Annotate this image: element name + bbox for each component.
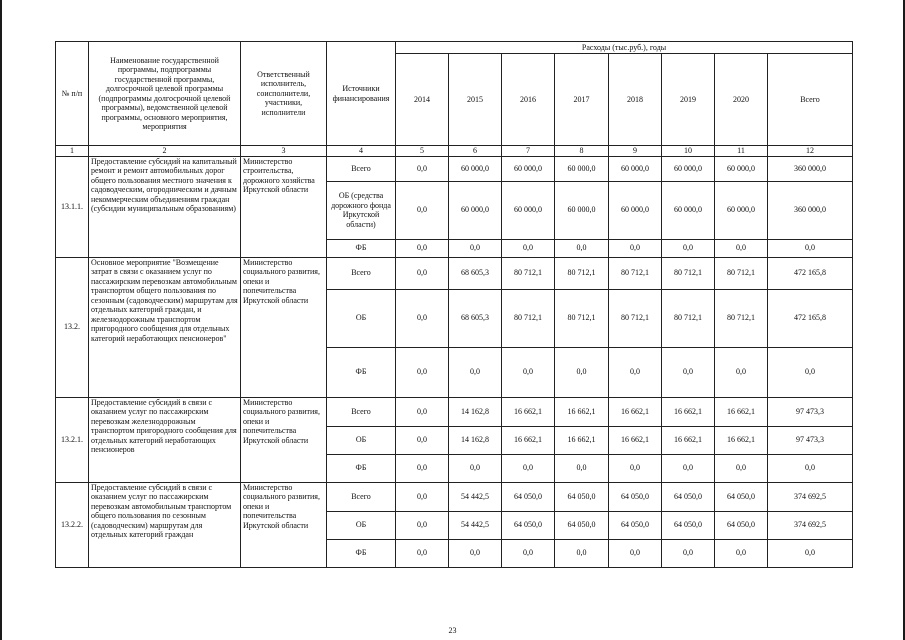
table-body — [56, 156, 853, 567]
value-cell: 16 662,1 — [609, 426, 662, 454]
row-source: ФБ — [327, 239, 396, 257]
row-source: Всего — [327, 397, 396, 426]
column-number: 6 — [449, 146, 502, 157]
value-cell: 0,0 — [502, 454, 555, 482]
table-row — [56, 156, 853, 181]
value-cell: 0,0 — [396, 156, 449, 181]
value-cell: 0,0 — [449, 454, 502, 482]
value-cell: 360 000,0 — [768, 156, 853, 181]
value-cell: 0,0 — [396, 347, 449, 397]
value-cell: 0,0 — [449, 239, 502, 257]
value-cell: 68 605,3 — [449, 257, 502, 289]
value-cell: 0,0 — [396, 397, 449, 426]
value-cell: 0,0 — [555, 239, 609, 257]
row-source: ОБ — [327, 426, 396, 454]
value-cell: 0,0 — [768, 239, 853, 257]
value-cell: 64 050,0 — [555, 482, 609, 511]
value-cell: 60 000,0 — [555, 181, 609, 239]
row-source: ФБ — [327, 347, 396, 397]
value-cell: 64 050,0 — [502, 482, 555, 511]
value-cell: 0,0 — [662, 239, 715, 257]
row-number: 13.2.1. — [56, 397, 89, 482]
header-name: Наименование государственной программы, подпрограммы государственной программы, долгосрочной целевой программы (подпрограммы долгосрочной целевой программы), ведомственной целевой программы, основного мероприятия, мероприятия — [89, 42, 241, 146]
value-cell: 0,0 — [768, 454, 853, 482]
value-cell: 80 712,1 — [662, 289, 715, 347]
value-cell: 374 692,5 — [768, 511, 853, 539]
value-cell: 0,0 — [449, 539, 502, 567]
value-cell: 0,0 — [396, 239, 449, 257]
value-cell: 80 712,1 — [609, 289, 662, 347]
value-cell: 16 662,1 — [555, 397, 609, 426]
value-cell: 0,0 — [555, 347, 609, 397]
row-name: Предоставление субсидий на капитальный ремонт и ремонт автомобильных дорог общего пользования местного значения к садоводческим, огородническим и дачным некоммерческим объединениям граждан (субсидии муниципальным образованиям) — [89, 156, 241, 257]
value-cell: 14 162,8 — [449, 426, 502, 454]
value-cell: 80 712,1 — [715, 257, 768, 289]
value-cell: 0,0 — [662, 454, 715, 482]
value-cell: 97 473,3 — [768, 397, 853, 426]
value-cell: 60 000,0 — [609, 181, 662, 239]
value-cell: 80 712,1 — [715, 289, 768, 347]
value-cell: 64 050,0 — [715, 511, 768, 539]
value-cell: 16 662,1 — [555, 426, 609, 454]
row-source: Всего — [327, 257, 396, 289]
row-source: Всего — [327, 482, 396, 511]
value-cell: 0,0 — [609, 454, 662, 482]
row-source: ФБ — [327, 539, 396, 567]
row-name: Предоставление субсидий в связи с оказанием услуг по пассажирским перевозкам железнодорожным транспортом пригородного сообщения для отдельных категорий неработающих пенсионеров — [89, 397, 241, 482]
value-cell: 0,0 — [396, 257, 449, 289]
value-cell: 80 712,1 — [502, 289, 555, 347]
value-cell: 80 712,1 — [555, 289, 609, 347]
row-responsible: Министерство социального развития, опеки и попечительства Иркутской области — [241, 257, 327, 397]
value-cell: 60 000,0 — [502, 181, 555, 239]
value-cell: 0,0 — [396, 426, 449, 454]
value-cell: 0,0 — [662, 539, 715, 567]
header-sources: Источники финансирования — [327, 42, 396, 146]
value-cell: 60 000,0 — [555, 156, 609, 181]
value-cell: 0,0 — [715, 539, 768, 567]
value-cell: 0,0 — [609, 347, 662, 397]
value-cell: 60 000,0 — [662, 181, 715, 239]
value-cell: 60 000,0 — [715, 181, 768, 239]
row-source: ФБ — [327, 454, 396, 482]
row-responsible: Министерство строительства, дорожного хозяйства Иркутской области — [241, 156, 327, 257]
row-name: Основное мероприятие "Возмещение затрат в связи с оказанием услуг по пассажирским перевозкам автомобильным транспортом общего пользования по сезонным (садоводческим) маршрутам для отдельных категорий граждан, и железнодорожным транспортом пригородного сообщения для отдельных категорий неработающих пенсионеров" — [89, 257, 241, 397]
row-number: 13.2. — [56, 257, 89, 397]
header-year: 2015 — [449, 54, 502, 146]
row-source: ОБ — [327, 511, 396, 539]
page-number: 23 — [448, 626, 457, 635]
row-source: ОБ — [327, 289, 396, 347]
column-number: 12 — [768, 146, 853, 157]
value-cell: 64 050,0 — [662, 482, 715, 511]
value-cell: 16 662,1 — [715, 426, 768, 454]
value-cell: 0,0 — [662, 347, 715, 397]
value-cell: 60 000,0 — [449, 156, 502, 181]
row-responsible: Министерство социального развития, опеки и попечительства Иркутской области — [241, 482, 327, 567]
value-cell: 472 165,8 — [768, 257, 853, 289]
header-expenses: Расходы (тыс.руб.), годы — [396, 42, 853, 54]
value-cell: 0,0 — [396, 539, 449, 567]
row-source: ОБ (средства дорожного фонда Иркутской области) — [327, 181, 396, 239]
value-cell: 360 000,0 — [768, 181, 853, 239]
value-cell: 0,0 — [555, 539, 609, 567]
column-number: 4 — [327, 146, 396, 157]
value-cell: 64 050,0 — [609, 511, 662, 539]
scan-edge-left — [0, 0, 2, 640]
budget-table — [55, 41, 853, 568]
value-cell: 80 712,1 — [502, 257, 555, 289]
column-number: 9 — [609, 146, 662, 157]
value-cell: 0,0 — [396, 511, 449, 539]
column-number: 3 — [241, 146, 327, 157]
column-numbers-row — [56, 146, 853, 157]
table-row — [56, 257, 853, 289]
table-header — [56, 42, 853, 157]
header-year: 2018 — [609, 54, 662, 146]
value-cell: 64 050,0 — [662, 511, 715, 539]
value-cell: 60 000,0 — [715, 156, 768, 181]
value-cell: 54 442,5 — [449, 482, 502, 511]
row-responsible: Министерство социального развития, опеки и попечительства Иркутской области — [241, 397, 327, 482]
value-cell: 16 662,1 — [662, 397, 715, 426]
column-number: 10 — [662, 146, 715, 157]
value-cell: 16 662,1 — [502, 397, 555, 426]
header-year: 2020 — [715, 54, 768, 146]
value-cell: 0,0 — [715, 239, 768, 257]
value-cell: 80 712,1 — [555, 257, 609, 289]
column-number: 8 — [555, 146, 609, 157]
column-number: 7 — [502, 146, 555, 157]
row-name: Предоставление субсидий в связи с оказанием услуг по пассажирским перевозкам автомобильным транспортом общего пользования по сезонным (садоводческим) маршрутам для отдельных категорий граждан — [89, 482, 241, 567]
header-responsible: Ответственный исполнитель, соисполнители, участники, исполнители — [241, 42, 327, 146]
column-number: 5 — [396, 146, 449, 157]
value-cell: 0,0 — [396, 482, 449, 511]
value-cell: 0,0 — [396, 454, 449, 482]
value-cell: 0,0 — [555, 454, 609, 482]
value-cell: 0,0 — [768, 347, 853, 397]
value-cell: 60 000,0 — [449, 181, 502, 239]
table-row — [56, 397, 853, 426]
value-cell: 97 473,3 — [768, 426, 853, 454]
value-cell: 60 000,0 — [662, 156, 715, 181]
value-cell: 60 000,0 — [609, 156, 662, 181]
value-cell: 0,0 — [396, 289, 449, 347]
value-cell: 0,0 — [502, 347, 555, 397]
value-cell: 0,0 — [715, 347, 768, 397]
value-cell: 64 050,0 — [502, 511, 555, 539]
header-no: № п/п — [56, 42, 89, 146]
row-number: 13.1.1. — [56, 156, 89, 257]
value-cell: 0,0 — [609, 539, 662, 567]
value-cell: 64 050,0 — [715, 482, 768, 511]
header-total: Всего — [768, 54, 853, 146]
column-number: 1 — [56, 146, 89, 157]
header-year: 2019 — [662, 54, 715, 146]
header-year: 2014 — [396, 54, 449, 146]
row-number: 13.2.2. — [56, 482, 89, 567]
value-cell: 0,0 — [768, 539, 853, 567]
value-cell: 0,0 — [502, 539, 555, 567]
value-cell: 14 162,8 — [449, 397, 502, 426]
table-row — [56, 482, 853, 511]
value-cell: 60 000,0 — [502, 156, 555, 181]
row-source: Всего — [327, 156, 396, 181]
value-cell: 16 662,1 — [502, 426, 555, 454]
value-cell: 64 050,0 — [609, 482, 662, 511]
value-cell: 0,0 — [609, 239, 662, 257]
value-cell: 0,0 — [449, 347, 502, 397]
header-year: 2016 — [502, 54, 555, 146]
value-cell: 80 712,1 — [609, 257, 662, 289]
column-number: 11 — [715, 146, 768, 157]
value-cell: 16 662,1 — [609, 397, 662, 426]
value-cell: 16 662,1 — [715, 397, 768, 426]
value-cell: 472 165,8 — [768, 289, 853, 347]
value-cell: 374 692,5 — [768, 482, 853, 511]
header-year: 2017 — [555, 54, 609, 146]
value-cell: 64 050,0 — [555, 511, 609, 539]
value-cell: 54 442,5 — [449, 511, 502, 539]
value-cell: 68 605,3 — [449, 289, 502, 347]
value-cell: 0,0 — [502, 239, 555, 257]
value-cell: 80 712,1 — [662, 257, 715, 289]
column-number: 2 — [89, 146, 241, 157]
value-cell: 0,0 — [715, 454, 768, 482]
value-cell: 0,0 — [396, 181, 449, 239]
value-cell: 16 662,1 — [662, 426, 715, 454]
